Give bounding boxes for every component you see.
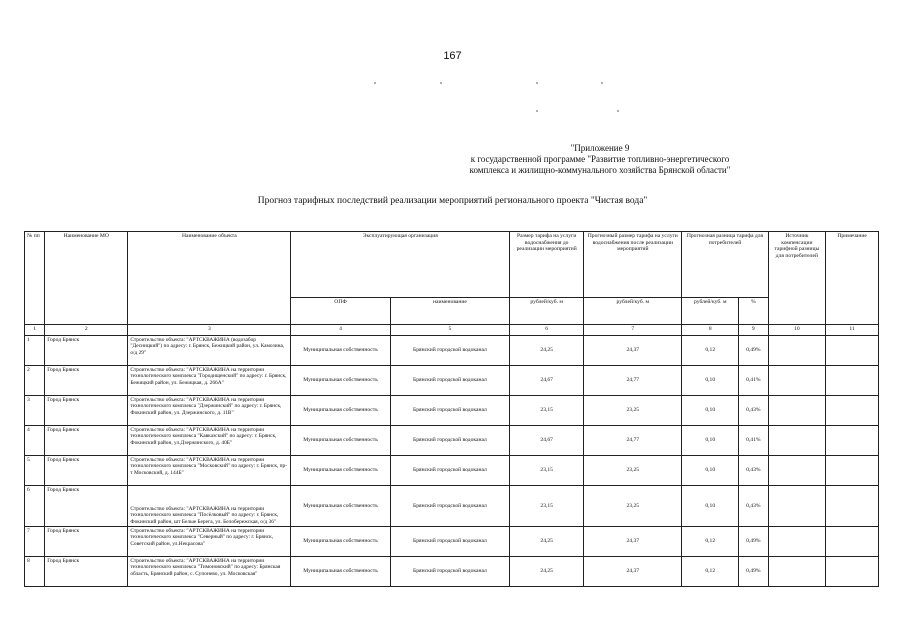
cell-tariff-after: 24,77	[584, 426, 682, 456]
cell-object: Строительство объекта: "АРТСКВАЖИНА на территории технологического комплекса "Кавказский" по адресу: г. Брянск, Фокинский район, ул.Дзержинского, д. 40Б"	[128, 426, 291, 456]
cell-mo: Город Брянск	[45, 486, 128, 527]
cell-tariff-before: 23,15	[510, 456, 584, 486]
cell-note	[826, 486, 879, 527]
cell-diff: 0,12	[682, 557, 739, 587]
header-unit-pct: %	[739, 298, 768, 325]
cell-pct: 0,43%	[739, 486, 768, 527]
cell-mo: Город Брянск	[45, 426, 128, 456]
header-unit-after: рублей/куб. м	[584, 298, 682, 325]
cell-tariff-after: 24,77	[584, 366, 682, 396]
column-number: 3	[128, 325, 291, 336]
column-number: 4	[291, 325, 390, 336]
column-number: 5	[390, 325, 510, 336]
cell-note	[826, 527, 879, 557]
header-tariff-after: Прогнозный размер тарифа на услуги водоснабжения после реализации мероприятий	[584, 232, 682, 298]
cell-tariff-before: 23,15	[510, 486, 584, 527]
cell-pct: 0,43%	[739, 396, 768, 426]
cell-object: Строительство объекта: "АРТСКВАЖИНА на территории технологического комплекса "Тимоновский" по адресу: Брянская область, Брянский район, с. Супонево, ул. Московская"	[128, 557, 291, 587]
cell-num: 5	[25, 456, 45, 486]
header-tariff-before: Размер тарифа на услуги водоснабжения до реализации мероприятий	[510, 232, 584, 298]
cell-tariff-before: 24,25	[510, 527, 584, 557]
cell-org-name: Брянский городской водоканал	[390, 336, 510, 366]
cell-source	[768, 527, 826, 557]
cell-object: Строительство объекта: "АРТСКВАЖИНА на территории технологического комплекса "Северный" по адресу: г. Брянск, Советский район, ул.Некрасова"	[128, 527, 291, 557]
table-row	[25, 486, 879, 527]
cell-mo: Город Брянск	[45, 557, 128, 587]
cell-source	[768, 557, 826, 587]
cell-tariff-before: 24,25	[510, 336, 584, 366]
cell-num: 1	[25, 336, 45, 366]
cell-source	[768, 426, 826, 456]
table-header-row	[25, 232, 879, 298]
table-row	[25, 557, 879, 587]
cell-pct: 0,49%	[739, 557, 768, 587]
appendix-line-2: к государственной программе "Развитие топливно-энергетического	[470, 154, 730, 164]
cell-num: 7	[25, 527, 45, 557]
cell-tariff-before: 24,67	[510, 426, 584, 456]
cell-diff: 0,12	[682, 336, 739, 366]
cell-mo: Город Брянск	[45, 366, 128, 396]
table-row	[25, 456, 879, 486]
cell-pct: 0,43%	[739, 456, 768, 486]
header-org-name: наименование	[390, 298, 510, 325]
cell-mo: Город Брянск	[45, 527, 128, 557]
cell-source	[768, 366, 826, 396]
cell-org-name: Брянский городской водоканал	[390, 426, 510, 456]
header-object: Наименование объекта	[128, 232, 291, 325]
cell-num: 4	[25, 426, 45, 456]
cell-object: Строительство объекта: "АРТСКВАЖИНА на территории технологического комплекса "Городищенский" по адресу: г. Брянск, Бежицкий район, ул. Бежицкая, д. 266А"	[128, 366, 291, 396]
header-mo: Наименование МО	[45, 232, 128, 325]
scan-mark	[536, 110, 538, 112]
scan-mark	[536, 82, 538, 84]
header-org-opf: ОПФ	[291, 298, 390, 325]
cell-note	[826, 456, 879, 486]
table-row	[25, 426, 879, 456]
header-num: № пп	[25, 232, 45, 325]
column-number: 2	[45, 325, 128, 336]
cell-org-name: Брянский городской водоканал	[390, 527, 510, 557]
cell-pct: 0,41%	[739, 426, 768, 456]
cell-diff: 0,10	[682, 486, 739, 527]
cell-tariff-after: 24,37	[584, 336, 682, 366]
column-number: 7	[584, 325, 682, 336]
cell-opf: Муниципальная собственность	[291, 366, 390, 396]
cell-tariff-before: 23,15	[510, 396, 584, 426]
cell-note	[826, 366, 879, 396]
cell-note	[826, 426, 879, 456]
appendix-note	[440, 143, 760, 176]
cell-org-name: Брянский городской водоканал	[390, 557, 510, 587]
column-number: 8	[682, 325, 739, 336]
scan-mark	[440, 82, 442, 84]
cell-object: Строительство объекта: "АРТСКВАЖИНА на территории технологического комплекса "Московский" по адресу: г. Брянск, пр-т Московский, д. 144Б"	[128, 456, 291, 486]
cell-mo: Город Брянск	[45, 456, 128, 486]
cell-pct: 0,41%	[739, 366, 768, 396]
page-number: 167	[443, 50, 462, 62]
cell-pct: 0,49%	[739, 336, 768, 366]
cell-num: 2	[25, 366, 45, 396]
cell-tariff-after: 24,37	[584, 557, 682, 587]
cell-num: 8	[25, 557, 45, 587]
cell-tariff-after: 23,25	[584, 396, 682, 426]
cell-diff: 0,12	[682, 527, 739, 557]
cell-opf: Муниципальная собственность	[291, 527, 390, 557]
cell-num: 3	[25, 396, 45, 426]
cell-mo: Город Брянск	[45, 396, 128, 426]
header-unit-diff: рублей/куб. м	[682, 298, 739, 325]
appendix-line-1: "Приложение 9	[570, 143, 630, 153]
table-row	[25, 366, 879, 396]
cell-note	[826, 396, 879, 426]
tariff-forecast-table	[24, 231, 879, 587]
cell-tariff-after: 23,25	[584, 486, 682, 527]
cell-num: 6	[25, 486, 45, 527]
cell-tariff-after: 23,25	[584, 456, 682, 486]
header-note: Примечание	[826, 232, 879, 325]
cell-opf: Муниципальная собственность	[291, 456, 390, 486]
cell-diff: 0,10	[682, 426, 739, 456]
column-number: 10	[768, 325, 826, 336]
cell-org-name: Брянский городской водоканал	[390, 396, 510, 426]
cell-source	[768, 456, 826, 486]
header-unit-before: рублей/куб. м	[510, 298, 584, 325]
cell-org-name: Брянский городской водоканал	[390, 486, 510, 527]
cell-org-name: Брянский городской водоканал	[390, 456, 510, 486]
table-row	[25, 336, 879, 366]
header-org: Эксплуатирующая организация	[291, 232, 510, 298]
cell-tariff-before: 24,25	[510, 557, 584, 587]
header-source: Источник компенсации тарифной разницы для потребителей	[768, 232, 826, 325]
cell-diff: 0,10	[682, 396, 739, 426]
cell-source	[768, 336, 826, 366]
cell-tariff-before: 24,67	[510, 366, 584, 396]
cell-opf: Муниципальная собственность	[291, 557, 390, 587]
scan-mark	[601, 82, 603, 84]
cell-org-name: Брянский городской водоканал	[390, 366, 510, 396]
cell-opf: Муниципальная собственность	[291, 426, 390, 456]
cell-object: Строительство объекта: "АРТСКВАЖИНА (водозабор "Десницкий") по адресу: г. Брянск, Бежицкий район, ул. Камозина, о/д 29"	[128, 336, 291, 366]
cell-mo: Город Брянск	[45, 336, 128, 366]
cell-tariff-after: 24,37	[584, 527, 682, 557]
table-row	[25, 396, 879, 426]
cell-diff: 0,10	[682, 456, 739, 486]
cell-diff: 0,10	[682, 366, 739, 396]
column-number: 11	[826, 325, 879, 336]
cell-source	[768, 486, 826, 527]
column-number-row	[25, 325, 879, 336]
document-title: Прогноз тарифных последствий реализации мероприятий регионального проекта "Чистая вода"	[257, 196, 648, 206]
cell-pct: 0,49%	[739, 527, 768, 557]
scan-mark	[374, 82, 376, 84]
appendix-line-3: комплекса и жилищно-коммунального хозяйства Брянской области"	[469, 165, 731, 175]
table-row	[25, 527, 879, 557]
scan-mark	[617, 110, 619, 112]
header-diff: Прогнозная разница тарифа для потребителей	[682, 232, 768, 298]
cell-source	[768, 396, 826, 426]
cell-note	[826, 557, 879, 587]
cell-note	[826, 336, 879, 366]
column-number: 1	[25, 325, 45, 336]
cell-object: Строительство объекта: "АРТСКВАЖИНА на территории технологического комплекса "Посëлковый" по адресу: г. Брянск, Фокинский район, шт Белые Берега, ул. Белобережская, о/д 36"	[128, 486, 291, 527]
cell-opf: Муниципальная собственность	[291, 396, 390, 426]
cell-object: Строительство объекта: "АРТСКВАЖИНА на территории технологического комплекса "Дзержинский" по адресу: г. Брянск, Фокинский район, ул. Дзержинского, д. 11В"	[128, 396, 291, 426]
cell-opf: Муниципальная собственность	[291, 336, 390, 366]
column-number: 9	[739, 325, 768, 336]
cell-opf: Муниципальная собственность	[291, 486, 390, 527]
column-number: 6	[510, 325, 584, 336]
